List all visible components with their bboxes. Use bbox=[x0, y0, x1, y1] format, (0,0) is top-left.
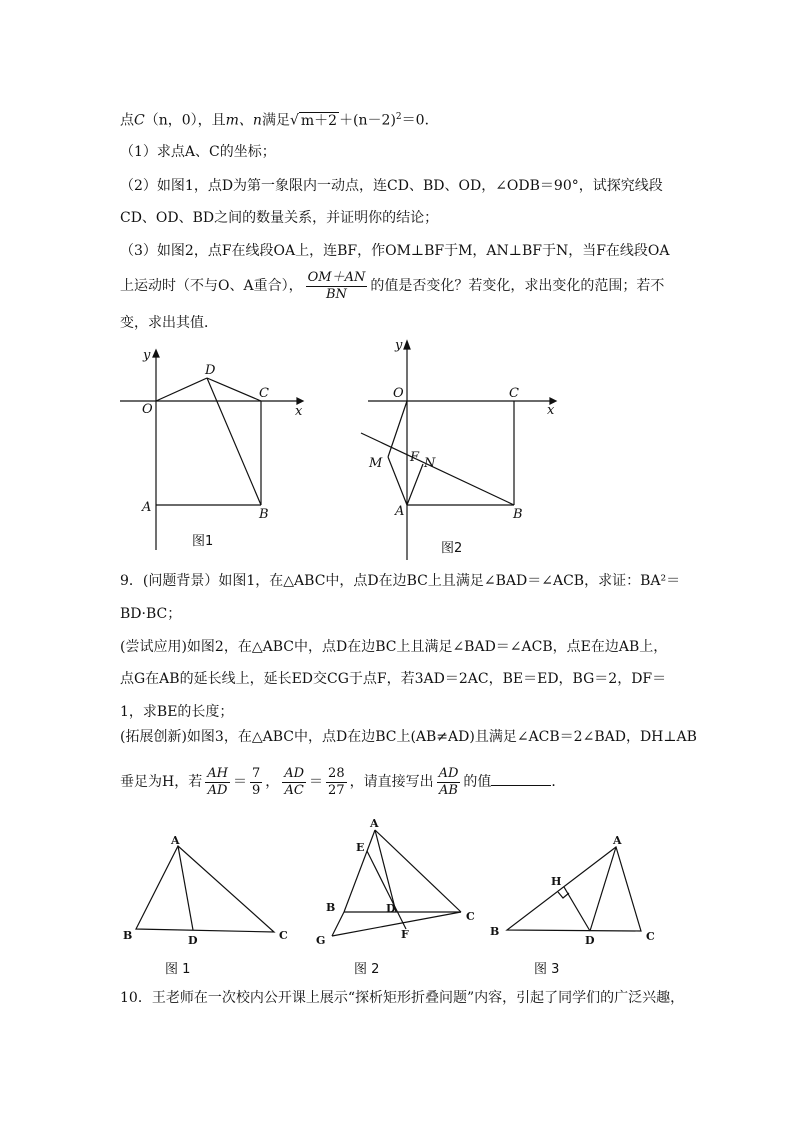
fig1-label-A: A bbox=[142, 500, 152, 515]
p9-fig1-caption: 图 1 bbox=[165, 962, 191, 977]
p8-q2a: （2）如图1，点D为第一象限内一动点，连CD、BD、OD，∠ODB＝90°，试探究线段 bbox=[120, 178, 663, 194]
p10-l1: 10．王老师在一次校内公开课上展示“探析矩形折叠问题”内容，引起了同学们的广泛兴趣， bbox=[120, 990, 685, 1006]
fig2-label-B: B bbox=[513, 507, 523, 522]
fig2-y-arrow bbox=[404, 341, 410, 349]
p9-fig1-label-C: C bbox=[279, 929, 288, 942]
p9-fig2-label-B: B bbox=[326, 901, 336, 914]
p9-fig2-label-F: F bbox=[401, 928, 409, 941]
p9-fig3-label-D: D bbox=[585, 934, 595, 947]
fig2-label-F: F bbox=[410, 450, 420, 465]
fig2-label-y: y bbox=[395, 338, 403, 353]
p9-fig2-label-E: E bbox=[356, 841, 365, 854]
fig2-label-C: C bbox=[509, 386, 519, 401]
fig1-label-B: B bbox=[259, 507, 269, 522]
fig2-label-O: O bbox=[393, 386, 404, 401]
fig1-y-arrow bbox=[153, 350, 159, 357]
p9-fig2-label-A: A bbox=[370, 817, 379, 830]
fig1-label-D: D bbox=[205, 363, 216, 378]
fig2-segment-OM bbox=[388, 401, 407, 457]
p9-figure1 bbox=[118, 832, 298, 947]
p8-q1: （1）求点A、C的坐标； bbox=[120, 144, 276, 160]
p8-fig2-caption: 图2 bbox=[441, 541, 463, 556]
p9-l5: 1，求BE的长度； bbox=[120, 704, 234, 720]
fig2-line-BF bbox=[361, 433, 514, 505]
fig1-label-O: O bbox=[142, 402, 153, 417]
p9-fig2-segment-AD bbox=[375, 830, 396, 912]
p9-fig2-segment-AC bbox=[375, 830, 461, 912]
p9-fig2-caption: 图 2 bbox=[354, 962, 380, 977]
fig2-label-N: N bbox=[424, 456, 436, 471]
fig1-segment-OD bbox=[156, 378, 207, 401]
p9-fig3-label-A: A bbox=[613, 834, 622, 847]
p9-fig1-label-B: B bbox=[123, 929, 133, 942]
p9-l2: BD·BC； bbox=[120, 606, 182, 622]
p9-fig2-segment-GC bbox=[332, 912, 461, 936]
p8-fig1-caption: 图1 bbox=[192, 534, 214, 549]
p9-l4: 点G在AB的延长线上，延长ED交CG于点F，若3AD＝2AC，BE＝ED，BG＝2，DF＝ bbox=[120, 671, 667, 687]
p8-fraction: $\frac{OM+AN}{BN}$ bbox=[307, 269, 366, 302]
p9-fig2-label-D: D bbox=[386, 902, 396, 915]
p9-fig1-triangle bbox=[136, 846, 274, 932]
fig2-segment-MA bbox=[388, 457, 407, 505]
p9-fig2-segment-EF bbox=[367, 851, 406, 929]
p9-fig1-label-D: D bbox=[188, 934, 198, 947]
p9-fig3-segment-AD bbox=[590, 847, 616, 931]
fig1-label-y: y bbox=[143, 348, 151, 363]
p9-fig3-label-C: C bbox=[646, 930, 655, 943]
fig1-label-C: C bbox=[259, 386, 269, 401]
p9-fig3-triangle bbox=[507, 847, 641, 931]
p9-l6: (拓展创新)如图3，在△ABC中，点D在边BC上(AB≠AD)且满足∠ACB＝2∠BAD，DH⊥AB bbox=[120, 729, 697, 745]
p8-q3a: （3）如图2，点F在线段OA上，连BF，作OM⊥BF于M，AN⊥BF于N，当F在线段OA bbox=[120, 243, 670, 259]
p9-figure2 bbox=[310, 815, 485, 950]
p9-fig3-label-H: H bbox=[551, 875, 562, 888]
p9-l3: (尝试应用)如图2，在△ABC中，点D在边BC上且满足∠BAD＝∠ACB，点E在边AB上， bbox=[120, 639, 668, 655]
p9-fig1-segment-AD bbox=[178, 846, 193, 930]
fig1-label-x: x bbox=[295, 404, 303, 419]
p9-fig3-label-B: B bbox=[490, 925, 500, 938]
p9-fig2-label-G: G bbox=[316, 934, 326, 947]
p8-figure2 bbox=[355, 335, 565, 565]
p8-line1: 点C（n，0），且m、n满足√ $m+2 +(n-2)^2=0$． bbox=[120, 112, 439, 129]
p8-q3b: 上运动时（不与O、A重合）， $\frac{OM+AN}{BN}$ 的值是否变化？若变化，求出变化的范围；若不 bbox=[120, 269, 665, 302]
p9-fig1-label-A: A bbox=[171, 834, 180, 847]
p8-q2b: CD、OD、BD之间的数量关系，并证明你的结论； bbox=[120, 210, 439, 226]
p9-l1: 9．(问题背景）如图1，在△ABC中，点D在边BC上且满足∠BAD＝∠ACB，求证：BA²＝ bbox=[120, 573, 681, 589]
p8-figure1 bbox=[115, 345, 315, 555]
p9-fig2-label-C: C bbox=[466, 910, 475, 923]
p9-answer-blank bbox=[491, 773, 551, 786]
fig2-label-A: A bbox=[395, 504, 405, 519]
fig2-segment-AN bbox=[407, 464, 423, 505]
p9-fig3-caption: 图 3 bbox=[534, 962, 560, 977]
fig2-label-M: M bbox=[369, 456, 383, 471]
p9-figure3 bbox=[485, 830, 665, 948]
p8-q3c: 变，求出其值． bbox=[120, 315, 218, 331]
p9-fig2-segment-BG bbox=[332, 912, 344, 936]
p9-l7: 垂足为H，若 $\frac{AH}{AD}$ ＝ $\frac{7}{9}$ ， $\frac{AD}{AC}$ ＝ $\frac{28}{27}$ ，请直接写出 $\frac{AD}{AB}$ 的值 ． bbox=[120, 765, 566, 798]
fig2-label-x: x bbox=[547, 403, 555, 418]
